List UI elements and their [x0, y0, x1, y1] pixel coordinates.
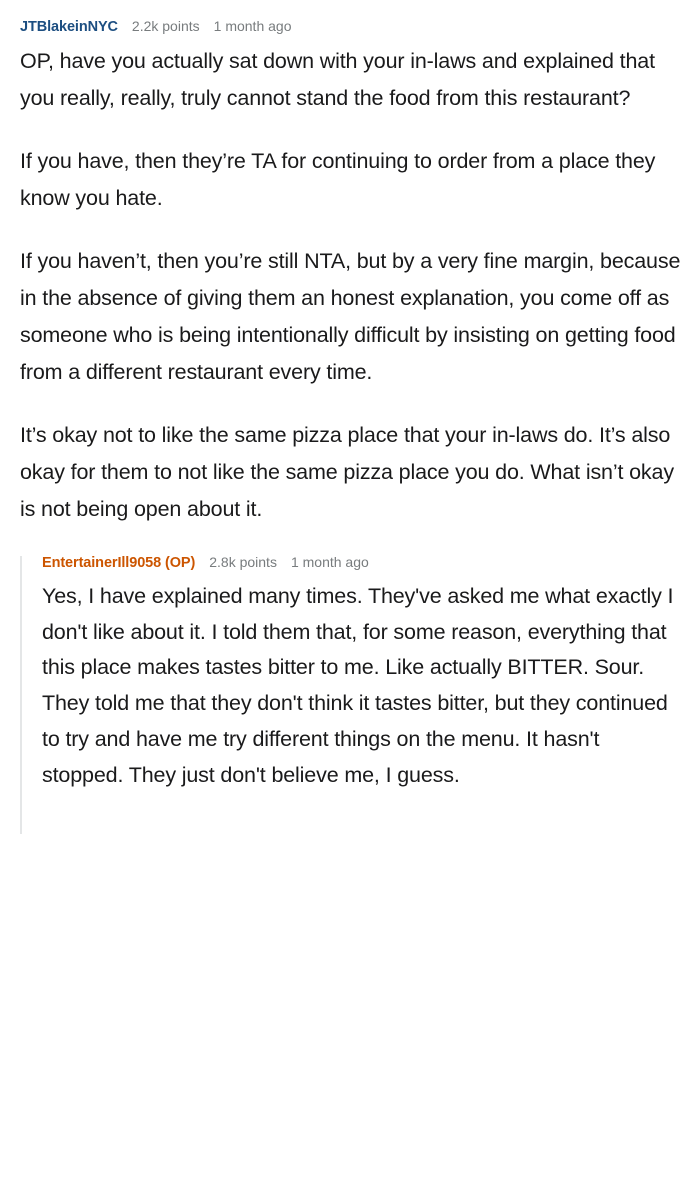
- comment-paragraph: OP, have you actually sat down with your in-laws and explained that you really, really, truly cannot stand the food from this restaurant?: [20, 49, 655, 110]
- reply-meta: [42, 554, 686, 571]
- comment-reply: [42, 554, 686, 794]
- reply-timestamp: 1 month ago: [290, 553, 369, 570]
- comment-meta: [20, 18, 686, 35]
- comment-paragraph: If you have, then they’re TA for continuing to order from a place they know you hate.: [20, 148, 656, 210]
- comment: [20, 18, 686, 794]
- reply-points: 2.8k points: [209, 553, 277, 570]
- comment-timestamp: 1 month ago: [213, 18, 292, 34]
- reply-paragraph: Yes, I have explained many times. They've asked me what exactly I don't like about it. I told them that, for some reason, everything that this place makes tastes bitter to me. Like actually BITTER. Sour. They told me that they don't think it tastes bitter, but they continued to try and have me try different things on the menu. It hasn't stopped. They just don't believe me, I guess.: [42, 583, 674, 788]
- comment-paragraph: If you haven’t, then you’re still NTA, but by a very fine margin, because in the absence of giving them an honest explanation, you come off as someone who is being intentionally difficult by insisting on getting food from a different restaurant every time.: [20, 248, 681, 384]
- comment-points: 2.2k points: [131, 18, 200, 34]
- comment-body: [20, 43, 686, 528]
- reply-author[interactable]: EntertainerIll9058 (OP): [42, 554, 196, 571]
- reply-body: [42, 579, 686, 794]
- comment-author[interactable]: JTBlakeinNYC: [20, 19, 118, 35]
- comment-paragraph: It’s okay not to like the same pizza place that your in-laws do. It’s also okay for them to not like the same pizza place you do. What isn’t okay is not being open about it.: [20, 422, 674, 521]
